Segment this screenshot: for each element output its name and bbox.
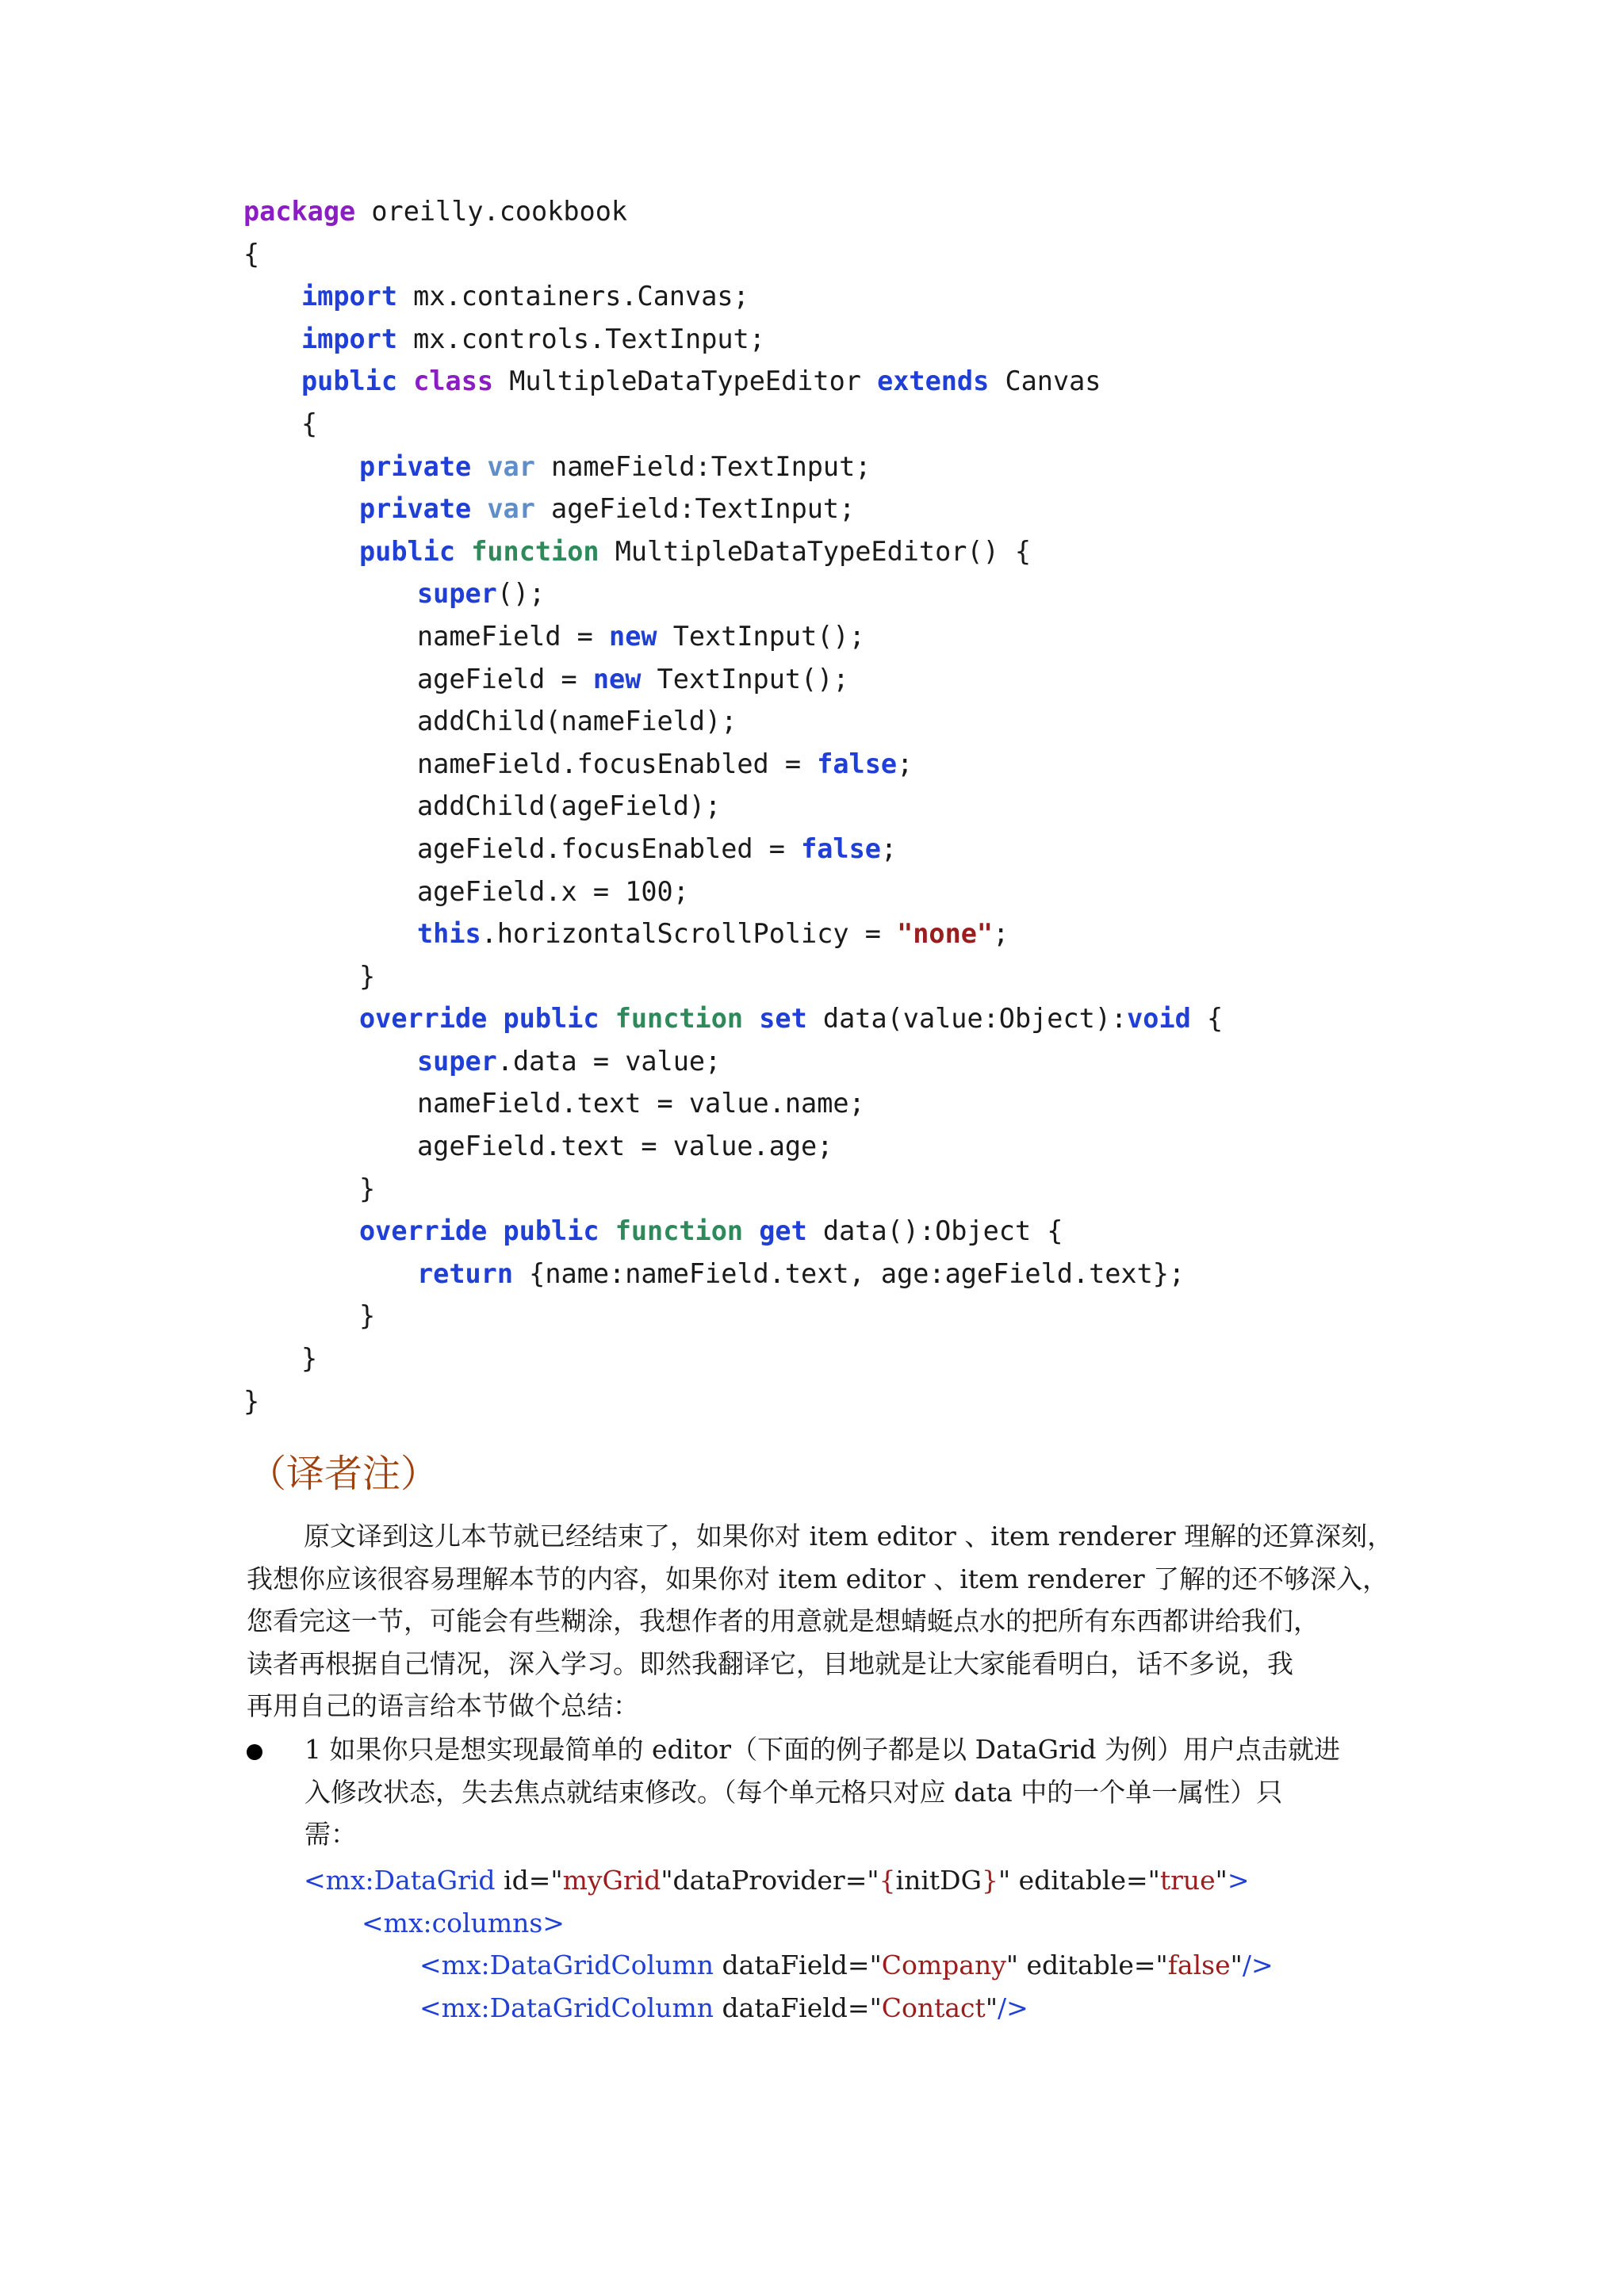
code-token: public [503, 1003, 599, 1035]
code-token: .horizontalScrollPolicy = [481, 918, 898, 950]
paragraph-line: 我想你应该很容易理解本节的内容，如果你对 item editor 、item renderer 了解的还不够深入， [247, 1563, 1389, 1594]
code-token: addChild(nameField); [417, 706, 737, 737]
bullet-text-line: 入修改状态，失去焦点就结束修改。（每个单元格只对应 data 中的一个单一属性）只 [304, 1776, 1283, 1808]
code-token: "none" [897, 918, 994, 950]
mxml-token: " [1230, 1950, 1243, 1981]
code-token [471, 493, 487, 524]
mxml-line [304, 1859, 1274, 1902]
code-line [243, 871, 1223, 913]
translator-note-heading: （译者注） [248, 1452, 439, 1496]
mxml-token: /> [1242, 1950, 1274, 1981]
code-line [243, 743, 1223, 786]
mxml-token: { [879, 1865, 896, 1896]
code-token: ageField:TextInput; [534, 493, 856, 525]
mxml-token: /> [998, 1992, 1028, 2023]
mxml-token: " [985, 1992, 998, 2023]
code-line [243, 785, 1223, 828]
paragraph-line: 读者再根据自己情况，深入学习。即然我翻译它，目地就是让大家能看明白，话不多说，我 [247, 1647, 1293, 1679]
code-line [243, 1253, 1223, 1295]
mxml-token: } [981, 1865, 998, 1896]
code-token: nameField.focusEnabled = [417, 748, 818, 779]
code-token: } [301, 1343, 318, 1375]
paragraph-line: 原文译到这儿本节就已经结束了，如果你对 item editor 、item renderer 理解的还算深刻， [304, 1521, 1394, 1552]
code-token: Canvas [989, 365, 1101, 397]
code-token: private [359, 493, 472, 525]
bullet-item-text [304, 1728, 1381, 1856]
code-token [487, 1215, 503, 1246]
code-token: import [301, 323, 398, 354]
code-token: ageField.focusEnabled = [417, 832, 802, 864]
mxml-token: id=" [495, 1865, 563, 1896]
code-line [243, 572, 1223, 615]
code-token: { [301, 408, 318, 439]
code-token: } [243, 1385, 260, 1417]
code-token [599, 1215, 615, 1246]
code-line [243, 1168, 1223, 1211]
code-token: extends [877, 365, 990, 397]
code-token [599, 1003, 615, 1034]
code-token: TextInput(); [657, 620, 865, 652]
code-token: class [413, 365, 494, 397]
code-token: ageField.text = value.age; [417, 1131, 833, 1162]
code-token [487, 1003, 503, 1034]
code-token: nameField = [417, 620, 610, 652]
code-token: nameField.text = value.name; [417, 1088, 865, 1119]
code-token: var [487, 450, 535, 482]
mxml-line [304, 1987, 1274, 2030]
code-token: { [1190, 1003, 1224, 1035]
code-token: public [359, 535, 456, 567]
code-token: addChild(ageField); [417, 790, 722, 822]
code-token: oreilly.cookbook [355, 196, 628, 227]
code-token: private [359, 450, 472, 482]
code-line [243, 446, 1223, 488]
translator-note-paragraph [247, 1515, 1394, 1728]
bullet-text-line: 1 如果你只是想实现最简单的 editor（下面的例子都是以 DataGrid 为例）用户点击就进 [304, 1734, 1340, 1765]
mxml-token: true [1159, 1865, 1216, 1896]
code-token: ; [897, 748, 914, 779]
code-token: ageField = [417, 663, 593, 695]
code-line [243, 1380, 1223, 1423]
code-line [243, 615, 1223, 658]
code-token: this [417, 918, 481, 950]
code-token: } [359, 1173, 376, 1204]
code-line [243, 658, 1223, 701]
code-line [243, 700, 1223, 743]
code-token [471, 451, 487, 482]
mxml-line [304, 1902, 1274, 1945]
mxml-token: " editable=" [998, 1865, 1160, 1896]
code-token [455, 536, 471, 567]
mxml-token: > [1227, 1865, 1250, 1896]
code-token: public [301, 365, 398, 397]
paragraph-line: 再用自己的语言给本节做个总结： [247, 1690, 639, 1722]
code-token: override [359, 1215, 488, 1247]
code-line [243, 488, 1223, 530]
code-token: nameField:TextInput; [534, 450, 871, 482]
mxml-token: <mx:DataGridColumn [419, 1950, 714, 1981]
code-line [243, 955, 1223, 998]
code-line [243, 1337, 1223, 1380]
code-token: data(value:Object): [806, 1003, 1128, 1035]
code-line [243, 913, 1223, 955]
code-line [243, 1295, 1223, 1337]
code-line [243, 318, 1223, 361]
code-token: package [243, 196, 356, 227]
mxml-token: "dataProvider=" [661, 1865, 879, 1896]
code-token: data():Object { [806, 1215, 1063, 1247]
code-token: void [1127, 1003, 1191, 1035]
code-token [743, 1215, 759, 1246]
paragraph-line: 您看完这一节，可能会有些糊涂，我想作者的用意就是想蜻蜓点水的把所有东西都讲给我们， [247, 1605, 1320, 1637]
code-token: public [503, 1215, 599, 1247]
code-line [243, 828, 1223, 871]
code-token: } [359, 1300, 376, 1332]
code-token: function [471, 535, 599, 567]
actionscript-code-block [243, 190, 1223, 1422]
code-token: ; [993, 918, 1009, 950]
mxml-token: Contact [881, 1992, 986, 2023]
code-line [243, 530, 1223, 573]
mxml-token: " [1215, 1865, 1228, 1896]
code-token: mx.containers.Canvas; [397, 281, 749, 312]
code-token: super [417, 578, 497, 610]
code-token: import [301, 281, 398, 312]
code-line [243, 1040, 1223, 1083]
code-token: MultipleDataTypeEditor() { [599, 535, 1032, 567]
code-line [243, 360, 1223, 403]
code-token [397, 365, 413, 396]
code-token: override [359, 1003, 488, 1035]
mxml-token: dataField=" [714, 1950, 882, 1981]
code-token: new [592, 663, 642, 695]
code-token: false [817, 748, 898, 779]
code-token: TextInput(); [641, 663, 849, 695]
code-line [243, 190, 1223, 233]
bullet-text-line: 需： [304, 1819, 357, 1850]
code-token: false [801, 832, 881, 864]
code-token: mx.controls.TextInput; [397, 323, 765, 354]
code-token: (); [496, 578, 546, 610]
code-line [243, 1125, 1223, 1168]
code-token: function [615, 1215, 744, 1247]
code-token: ; [880, 832, 898, 864]
code-token: {name:nameField.text, age:ageField.text}; [513, 1257, 1185, 1289]
code-token: super [417, 1045, 497, 1077]
code-token: get [759, 1215, 807, 1247]
code-token: } [359, 960, 376, 992]
code-token: MultipleDataTypeEditor [493, 365, 878, 397]
code-token [743, 1003, 759, 1034]
mxml-token: <mx:DataGridColumn [419, 1992, 714, 2023]
code-line [243, 1082, 1223, 1125]
mxml-token: dataField=" [714, 1992, 882, 2023]
mxml-token: myGrid [562, 1865, 661, 1896]
code-line [243, 1210, 1223, 1253]
code-line [243, 233, 1223, 276]
mxml-code-block [304, 1859, 1274, 2029]
mxml-token: <mx:columns> [362, 1907, 565, 1938]
mxml-token: Company [881, 1950, 1006, 1981]
code-line [243, 997, 1223, 1040]
mxml-token: <mx:DataGrid [304, 1865, 496, 1896]
code-token: new [609, 620, 657, 652]
code-line [243, 275, 1223, 318]
code-token: .data = value; [496, 1045, 722, 1077]
mxml-token: initDG [895, 1865, 982, 1896]
code-token: function [615, 1003, 744, 1035]
bullet-dot-icon [247, 1744, 262, 1760]
mxml-token: false [1167, 1950, 1231, 1981]
code-token: ageField.x = 100; [417, 875, 689, 907]
mxml-line [304, 1944, 1274, 1987]
code-token: return [417, 1257, 514, 1289]
code-token: var [487, 493, 535, 525]
code-token: set [759, 1003, 807, 1035]
mxml-token: " editable=" [1005, 1950, 1168, 1981]
code-token: { [243, 238, 260, 270]
code-line [243, 403, 1223, 446]
